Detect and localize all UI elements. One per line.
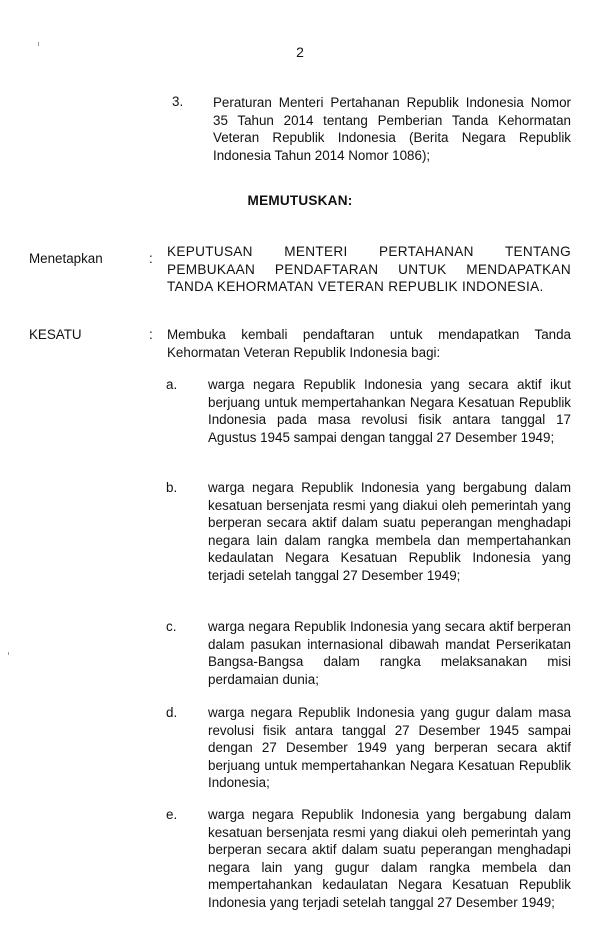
item-text: Peraturan Menteri Pertahanan Republik Indonesia Nomor 35 Tahun 2014 tentang Pemberian Tanda Kehormatan Veteran Republik Indonesia (Berita Negara Republik Indonesia Tahun 2014 Nomor 1086); bbox=[213, 95, 571, 163]
item-number: 3. bbox=[172, 94, 184, 109]
item-letter: c. bbox=[166, 619, 177, 634]
section-intro: Membuka kembali pendaftaran untuk mendapatkan Tanda Kehormatan Veteran Republik Indonesia bagi: bbox=[167, 327, 571, 360]
item-letter: d. bbox=[166, 705, 178, 720]
page-number: 2 bbox=[296, 44, 304, 60]
item-text: warga negara Republik Indonesia yang bergabung dalam kesatuan bersenjata resmi yang diakui oleh pemerintah yang berperan secara aktif dalam suatu peperangan menghadapi negara lain dalam rangka membela dan mempertahankan kedaulatan Negara Kesatuan Republik Indonesia yang terjadi setelah tanggal 27 Desember 1949; bbox=[208, 480, 571, 583]
item-text: warga negara Republik Indonesia yang secara aktif berperan dalam pasukan internasional dibawah mandat Perserikatan Bangsa-Bangsa dalam rangka melaksanakan misi perdamaian dunia; bbox=[208, 619, 571, 687]
item-letter: b. bbox=[166, 480, 178, 495]
scan-speck bbox=[8, 652, 9, 655]
section-text: KEPUTUSAN MENTERI PERTAHANAN TENTANG PEMBUKAAN PENDAFTARAN UNTUK MENDAPATKAN TANDA KEHORMATAN VETERAN REPUBLIK INDONESIA. bbox=[167, 244, 571, 294]
item-letter: e. bbox=[166, 807, 178, 822]
section-label: Menetapkan bbox=[29, 251, 103, 266]
item-text: warga negara Republik Indonesia yang secara aktif ikut berjuang untuk mempertahankan Negara Kesatuan Republik Indonesia pada masa revolusi fisik antara tanggal 17 Agustus 1945 sampai dengan tanggal 27 Desember 1949; bbox=[208, 377, 571, 445]
item-text: warga negara Republik Indonesia yang bergabung dalam kesatuan bersenjata resmi yang diakui oleh pemerintah yang berperan secara aktif dalam suatu peperangan menghadapi negara lain yang gugur dalam rangka membela dan mempertahankan kedaulatan Negara Kesatuan Republik Indonesia yang terjadi setelah tanggal 27 Desember 1949; bbox=[208, 807, 571, 910]
section-label: KESATU bbox=[29, 327, 82, 342]
item-letter: a. bbox=[166, 377, 178, 392]
section-colon: : bbox=[149, 327, 153, 342]
item-text: warga negara Republik Indonesia yang gugur dalam masa revolusi fisik antara tanggal 27 Desember 1945 sampai dengan 27 Desember 1949 yang berperan secara aktif berjuang untuk mempertahankan Negara Kesatuan Republik Indonesia; bbox=[208, 705, 571, 791]
decision-heading: MEMUTUSKAN: bbox=[247, 193, 353, 208]
section-colon: : bbox=[149, 251, 153, 266]
